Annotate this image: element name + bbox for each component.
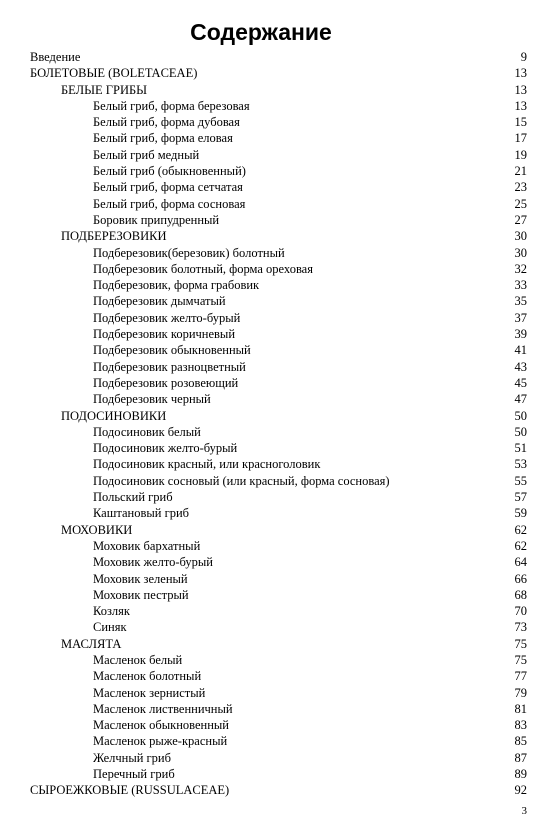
toc-entry-label: МОХОВИКИ: [61, 522, 133, 537]
toc-entry-page: 75: [514, 636, 527, 651]
toc-entry: [30, 489, 527, 505]
toc-entry-label: Моховик пестрый: [93, 587, 189, 602]
toc-entry-label: Подберезовик дымчатый: [93, 294, 226, 309]
toc-entry-page: 21: [514, 164, 527, 179]
toc-entry: [30, 163, 527, 179]
toc-entry-label: Белый гриб, форма сетчатая: [93, 180, 243, 195]
toc-entry: [30, 782, 527, 798]
toc-entry: [30, 505, 527, 521]
table-of-contents: [30, 49, 527, 799]
toc-entry-label: Моховик зеленый: [93, 571, 188, 586]
toc-entry-label: Подосиновик желто-бурый: [93, 441, 238, 456]
toc-entry: [30, 196, 527, 212]
toc-entry: [30, 750, 527, 766]
toc-entry: [30, 65, 527, 81]
toc-entry-page: 13: [514, 66, 527, 81]
toc-entry-page: 17: [514, 131, 527, 146]
toc-entry: [30, 82, 527, 98]
toc-entry-page: 51: [514, 441, 527, 456]
toc-entry: [30, 179, 527, 195]
toc-entry: [30, 212, 527, 228]
toc-entry: [30, 522, 527, 538]
toc-entry-label: ПОДОСИНОВИКИ: [61, 408, 167, 423]
toc-entry-page: 50: [514, 408, 527, 423]
toc-entry-page: 75: [514, 652, 527, 667]
toc-entry-page: 9: [520, 50, 527, 64]
toc-entry-label: Каштановый гриб: [93, 506, 189, 521]
toc-entry-label: Подберезовик(березовик) болотный: [93, 245, 285, 260]
toc-entry: [30, 359, 527, 375]
toc-entry-label: МАСЛЯТА: [61, 636, 122, 651]
toc-entry-page: 25: [514, 196, 527, 211]
toc-entry: [30, 310, 527, 326]
toc-entry-page: 73: [514, 620, 527, 635]
toc-entry: [30, 538, 527, 554]
toc-entry-label: Масленок болотный: [93, 669, 202, 684]
toc-entry-page: 41: [514, 343, 527, 358]
toc-entry-page: 64: [514, 555, 527, 570]
toc-entry-page: 59: [514, 506, 527, 521]
toc-entry-label: Подосиновик красный, или красноголовик: [93, 457, 321, 472]
toc-entry-page: 23: [514, 180, 527, 195]
toc-entry: [30, 717, 527, 733]
toc-entry-label: Подберезовик коричневый: [93, 327, 236, 342]
toc-entry-label: Перечный гриб: [93, 767, 175, 782]
toc-entry-label: Моховик бархатный: [93, 538, 201, 553]
toc-entry: [30, 733, 527, 749]
toc-entry-page: 57: [514, 490, 527, 505]
toc-entry-label: Масленок зернистый: [93, 685, 206, 700]
toc-entry-page: 50: [514, 424, 527, 439]
toc-entry-label: Масленок белый: [93, 652, 183, 667]
toc-entry-label: Белый гриб, форма сосновая: [93, 196, 246, 211]
toc-entry: [30, 424, 527, 440]
toc-entry-page: 43: [514, 359, 527, 374]
toc-entry: [30, 473, 527, 489]
toc-entry-page: 39: [514, 327, 527, 342]
toc-entry-page: 27: [514, 212, 527, 227]
toc-entry-page: 68: [514, 587, 527, 602]
toc-entry-page: 87: [514, 750, 527, 765]
toc-entry: [30, 587, 527, 603]
page-title: Содержание: [190, 19, 332, 46]
toc-entry-page: 30: [514, 245, 527, 260]
toc-entry: [30, 668, 527, 684]
toc-entry: [30, 49, 527, 65]
toc-entry: [30, 603, 527, 619]
toc-entry-page: 45: [514, 375, 527, 390]
toc-entry: [30, 685, 527, 701]
toc-entry: [30, 766, 527, 782]
toc-entry-page: 62: [514, 522, 527, 537]
toc-entry-label: ПОДБЕРЕЗОВИКИ: [61, 229, 167, 244]
toc-entry: [30, 326, 527, 342]
toc-entry-label: Масленок обыкновенный: [93, 718, 229, 733]
toc-entry: [30, 228, 527, 244]
toc-entry: [30, 261, 527, 277]
toc-entry: [30, 114, 527, 130]
toc-entry: [30, 554, 527, 570]
toc-entry-page: 66: [514, 571, 527, 586]
toc-entry-label: Подосиновик сосновый (или красный, форма сосновая): [93, 473, 390, 488]
toc-entry-label: Боровик припудренный: [93, 212, 220, 227]
toc-entry-label: Подберезовик черный: [93, 392, 211, 407]
toc-entry: [30, 571, 527, 587]
toc-entry-page: 32: [514, 261, 527, 276]
toc-entry-page: 33: [514, 278, 527, 293]
toc-entry-label: Синяк: [93, 620, 127, 635]
toc-entry-page: 77: [514, 669, 527, 684]
toc-entry-page: 92: [514, 783, 527, 798]
toc-entry: [30, 277, 527, 293]
toc-entry-page: 35: [514, 294, 527, 309]
toc-entry-page: 37: [514, 310, 527, 325]
toc-entry-page: 85: [514, 734, 527, 749]
toc-entry-label: Подосиновик белый: [93, 424, 201, 439]
toc-entry: [30, 130, 527, 146]
toc-entry-page: 79: [514, 685, 527, 700]
toc-entry-label: Введение: [30, 50, 81, 64]
toc-entry-label: СЫРОЕЖКОВЫЕ (RUSSULACEAE): [30, 783, 230, 798]
toc-entry-label: Подберезовик желто-бурый: [93, 310, 241, 325]
toc-entry-page: 30: [514, 229, 527, 244]
toc-entry: [30, 636, 527, 652]
toc-entry-label: Белый гриб, форма еловая: [93, 131, 233, 146]
toc-entry: [30, 342, 527, 358]
toc-entry: [30, 701, 527, 717]
toc-entry-label: Белый гриб, форма березовая: [93, 98, 250, 113]
toc-entry: [30, 456, 527, 472]
toc-entry-page: 19: [514, 147, 527, 162]
toc-entry: [30, 440, 527, 456]
toc-entry: [30, 375, 527, 391]
toc-entry-label: Моховик желто-бурый: [93, 555, 213, 570]
toc-entry-label: Подберезовик болотный, форма ореховая: [93, 261, 313, 276]
toc-entry-label: Масленок лиственничный: [93, 701, 233, 716]
toc-entry-label: Белый гриб, форма дубовая: [93, 115, 240, 130]
toc-entry-page: 13: [514, 98, 527, 113]
toc-entry: [30, 293, 527, 309]
toc-entry-label: Козляк: [93, 604, 130, 619]
toc-entry-page: 15: [514, 115, 527, 130]
toc-entry-page: 89: [514, 767, 527, 782]
toc-entry: [30, 147, 527, 163]
toc-entry-label: Подберезовик разноцветный: [93, 359, 246, 374]
toc-entry-label: Подберезовик, форма грабовик: [93, 278, 260, 293]
toc-entry-label: Польский гриб: [93, 490, 173, 505]
toc-entry: [30, 245, 527, 261]
toc-entry-label: Масленок рыже-красный: [93, 734, 228, 749]
toc-entry-label: БОЛЕТОВЫЕ (BOLETACEAE): [30, 66, 198, 81]
page-number: 3: [521, 805, 527, 817]
toc-entry-label: Подберезовик обыкновенный: [93, 343, 251, 358]
toc-entry-label: Подберезовик розовеющий: [93, 375, 239, 390]
toc-entry: [30, 98, 527, 114]
toc-entry-page: 13: [514, 82, 527, 97]
toc-entry: [30, 652, 527, 668]
toc-entry-label: Белый гриб (обыкновенный): [93, 164, 246, 179]
toc-entry: [30, 408, 527, 424]
toc-entry-label: Желчный гриб: [93, 750, 171, 765]
toc-entry-page: 62: [514, 538, 527, 553]
toc-entry-page: 55: [514, 473, 527, 488]
toc-entry-page: 53: [514, 457, 527, 472]
toc-entry: [30, 391, 527, 407]
toc-entry-page: 83: [514, 718, 527, 733]
toc-entry: [30, 619, 527, 635]
toc-entry-label: Белый гриб медный: [93, 147, 200, 162]
toc-entry-page: 47: [514, 392, 527, 407]
toc-entry-label: БЕЛЫЕ ГРИБЫ: [61, 82, 148, 97]
toc-entry-page: 70: [514, 604, 527, 619]
toc-entry-page: 81: [514, 701, 527, 716]
